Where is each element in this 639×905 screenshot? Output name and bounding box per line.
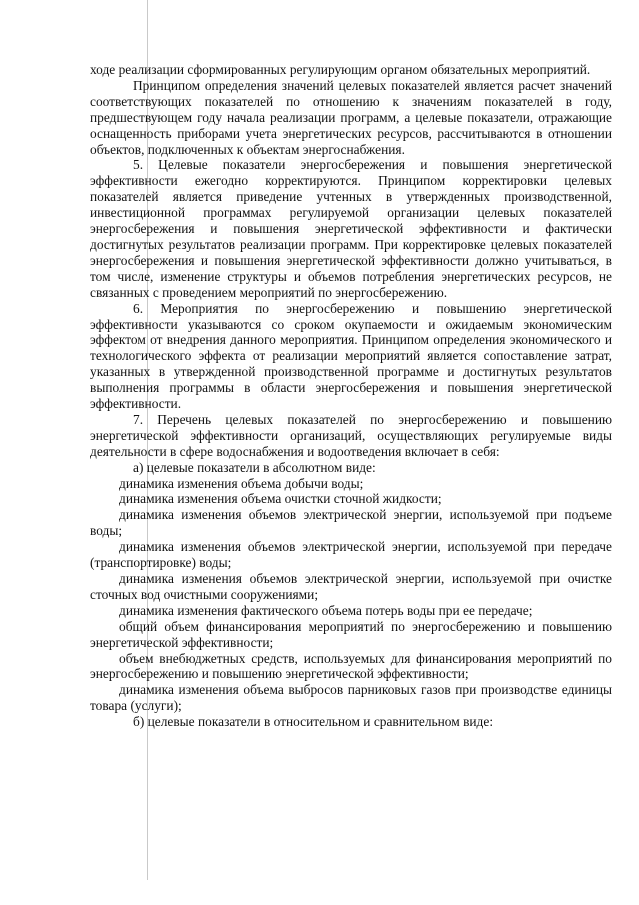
paragraph: ходе реализации сформированных регулирующим органом обязательных мероприятий. <box>90 62 591 77</box>
list-heading: а) целевые показатели в абсолютном виде: <box>133 459 376 475</box>
document-page <box>90 62 612 730</box>
list-item: динамика изменения объема добычи воды; <box>119 475 364 491</box>
list-item: динамика изменения объемов электрической энергии, используемой при передаче (транспортировке) воды; <box>90 539 612 571</box>
paragraph: 7. Перечень целевых показателей по энергосбережению и повышению энергетической эффективности организаций, осуществляющих регулируемые виды деятельности в сфере водоснабжения и водоотведения включает в себя: <box>90 411 612 459</box>
paragraph: Принципом определения значений целевых показателей является расчет значений соответствующих показателей по отношению к значениям показателей в году, предшествующем году начала реализации программ, а целевые показатели, отражающие оснащенность приборами учета энергетических ресурсов, рассчитываются в отношении объектов, подключенных к объектам энергоснабжения. <box>90 77 612 157</box>
paragraph: 6. Мероприятия по энергосбережению и повышению энергетической эффективности указываются со сроком окупаемости и ожидаемым экономическим эффектом от внедрения данного мероприятия. Принципом определения экономического и технологического эффекта от реализации мероприятий является сопоставление затрат, указанных в утвержденной производственной программе и достигнутых результатов выполнения программы в области энергосбережения и повышения энергетической эффективности. <box>90 300 612 412</box>
list-item: динамика изменения объема выбросов парниковых газов при производстве единицы товара (услуги); <box>90 682 612 714</box>
list-item: динамика изменения объемов электрической энергии, используемой при очистке сточных вод очистными сооружениями; <box>90 571 612 602</box>
list-item: общий объем финансирования мероприятий по энергосбережению и повышению энергетической эффективности; <box>90 618 612 650</box>
list-item: динамика изменения фактического объема потерь воды при ее передаче; <box>119 602 533 618</box>
list-item: объем внебюджетных средств, используемых для финансирования мероприятий по энергосбережению и повышению энергетической эффективности; <box>90 650 612 682</box>
list-heading: б) целевые показатели в относительном и сравнительном виде: <box>133 714 494 730</box>
list-item: динамика изменения объема очистки сточной жидкости; <box>119 491 442 507</box>
paragraph: 5. Целевые показатели энергосбережения и повышения энергетической эффективности ежегодно корректируются. Принципом корректировки целевых показателей является приведение учтенных в утвержденных производственной, инвестиционной программах регулируемой организации целевых показателей энергосбережения и повышения энергетической эффективности и фактически достигнутых результатов реализации программ. При корректировке целевых показателей энергосбережения и повышения энергетической эффективности должно учитываться, в том числе, изменение структуры и объемов потребления энергетических ресурсов, не связанных с проведением мероприятий по энергосбережению. <box>90 157 612 300</box>
list-item: динамика изменения объемов электрической энергии, используемой при подъеме воды; <box>90 507 612 539</box>
